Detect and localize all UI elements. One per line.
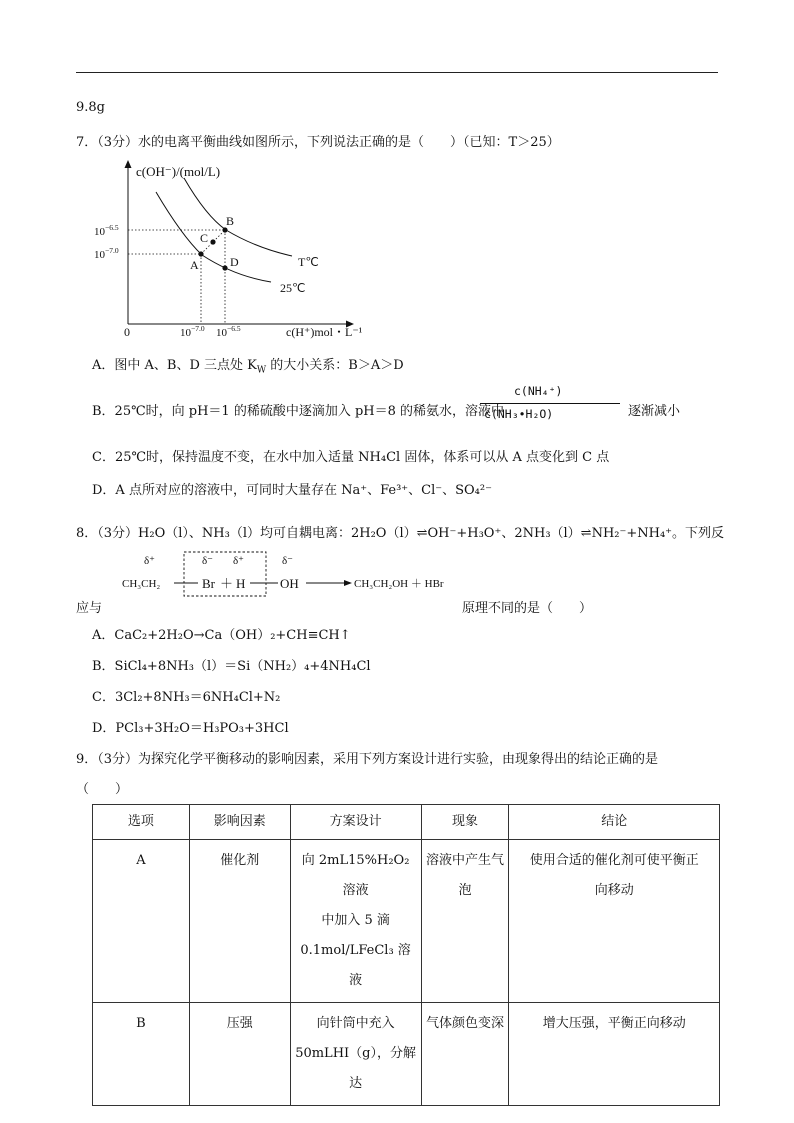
point-C-dot (210, 239, 215, 244)
q7-option-b-fraction (480, 384, 622, 430)
q8-stem-line2-left: 应与 (76, 601, 103, 616)
point-A-dot (198, 251, 203, 256)
q8-stem-line2-right: 原理不同的是（ ） (462, 601, 593, 616)
curve-25 (156, 192, 271, 282)
q8-stem: 8．（3分）H₂O（l）、NH₃（l）均可自耦电离：2H₂O（l）⇌OH⁻+H₃O⁺、2NH₃（l）⇌NH₂⁻+NH₄⁺。下列反 (76, 526, 725, 541)
y-axis-label: c(OH⁻)/(mol/L) (136, 164, 221, 179)
header-option: 选项 (93, 805, 190, 840)
y-tick-lower: $10^{-7.0}$ (94, 246, 119, 261)
cell-option: A (93, 840, 190, 1003)
cell-factor: 催化剂 (189, 840, 290, 1003)
curve-25-label: 25℃ (280, 281, 306, 295)
q7-stem: 7．（3分）水的电离平衡曲线如图所示，下列说法正确的是（ ）（已知：T＞25） (76, 135, 560, 150)
cell-conclusion: 使用合适的催化剂可使平衡正 向移动 (509, 840, 720, 1003)
header-conclusion: 结论 (509, 805, 720, 840)
table-header-row (93, 805, 720, 840)
cell-conclusion: 增大压强，平衡正向移动 (509, 1003, 720, 1106)
y-axis-arrow (125, 160, 132, 168)
q7-option-a: A．图中 A、B、D 三点处 $K_W$ 的大小关系：B＞A＞D (92, 358, 404, 376)
cell-phenomenon: 溶液中产生气 泡 (421, 840, 509, 1003)
fraction-bar (480, 403, 620, 404)
q8-option-b: B．SiCl₄+8NH₃（l）＝Si（NH₂）₄+4NH₄Cl (92, 659, 371, 674)
delta-plus-h: δ⁺ (233, 555, 244, 567)
q9-stem: 9．（3分）为探究化学平衡移动的影响因素，采用下列方案设计进行实验，由现象得出的结论正确的是 (76, 752, 659, 767)
q8-option-a: A．CaC₂+2H₂O→Ca（OH）₂+CH≡CH↑ (92, 628, 351, 643)
table-row (93, 1003, 720, 1106)
previous-answer-text: 9.8g (76, 100, 105, 115)
header-factor: 影响因素 (189, 805, 290, 840)
header-phenomenon: 现象 (421, 805, 509, 840)
fraction-numerator: c(NH₄⁺) (514, 384, 563, 398)
y-tick-upper: $10^{-6.5}$ (94, 223, 119, 238)
hydrogen: H (236, 576, 246, 591)
delta-plus-ch2: δ⁺ (144, 555, 155, 567)
point-D-label: D (230, 255, 239, 269)
origin-label: 0 (124, 325, 130, 339)
q9-stem-line2: （ ） (76, 782, 129, 797)
point-C-label: C (200, 231, 209, 245)
q9-table (92, 804, 720, 1106)
q8-option-c: C．3Cl₂+8NH₃＝6NH₄Cl+N₂ (92, 690, 281, 705)
x-tick-left: $10^{-7.0}$ (180, 324, 205, 339)
q7-option-b: B．25℃时，向 pH＝1 的稀硫酸中逐滴加入 pH＝8 的稀氨水，溶液中 (92, 404, 505, 419)
cell-factor: 压强 (189, 1003, 290, 1106)
fraction-denominator: c(NH₃•H₂O) (484, 407, 554, 421)
ethyl-group: CH₃CH₂ (122, 578, 161, 590)
point-B-label: B (226, 214, 235, 228)
q8-reaction-scheme (118, 550, 488, 600)
cell-design: 向 2mL15%H₂O₂ 溶液 中加入 5 滴 0.1mol/LFeCl₃ 溶液 (290, 840, 421, 1003)
cell-option: B (93, 1003, 190, 1106)
x-axis-label: c(H⁺)mol・L⁻¹ (286, 325, 363, 339)
x-tick-right: $10^{-6.5}$ (216, 324, 241, 339)
header-rule (76, 72, 718, 73)
q7-option-c: C．25℃时，保持温度不变，在水中加入适量 NH₄Cl 固体，体系可以从 A 点变化到 C 点 (92, 450, 610, 465)
bromine: Br (202, 576, 215, 591)
hydroxyl: OH (280, 576, 299, 591)
table-row (93, 840, 720, 1003)
products: CH₃CH₂OH ＋ HBr (354, 578, 444, 590)
header-design: 方案设计 (290, 805, 421, 840)
reaction-arrowhead (344, 580, 352, 586)
q8-option-d: D．PCl₃+3H₂O＝H₃PO₃+3HCl (92, 721, 289, 736)
q7-ionization-graph (86, 156, 406, 346)
plus-sign: ＋ (220, 576, 234, 591)
q7-option-b-tail: 逐渐减小 (628, 404, 681, 419)
q7-option-d: D．A 点所对应的溶液中，可同时大量存在 Na⁺、Fe³⁺、Cl⁻、SO₄²⁻ (92, 483, 492, 498)
delta-minus-oh: δ⁻ (282, 555, 293, 567)
curve-T-label: T℃ (298, 255, 319, 269)
cell-design: 向针筒中充入 50mLHI（g），分解达 (290, 1003, 421, 1106)
delta-minus-br: δ⁻ (202, 555, 213, 567)
point-A-label: A (190, 258, 199, 272)
point-B-dot (222, 227, 227, 232)
point-D-dot (222, 265, 227, 270)
cell-phenomenon: 气体颜色变深 (421, 1003, 509, 1106)
